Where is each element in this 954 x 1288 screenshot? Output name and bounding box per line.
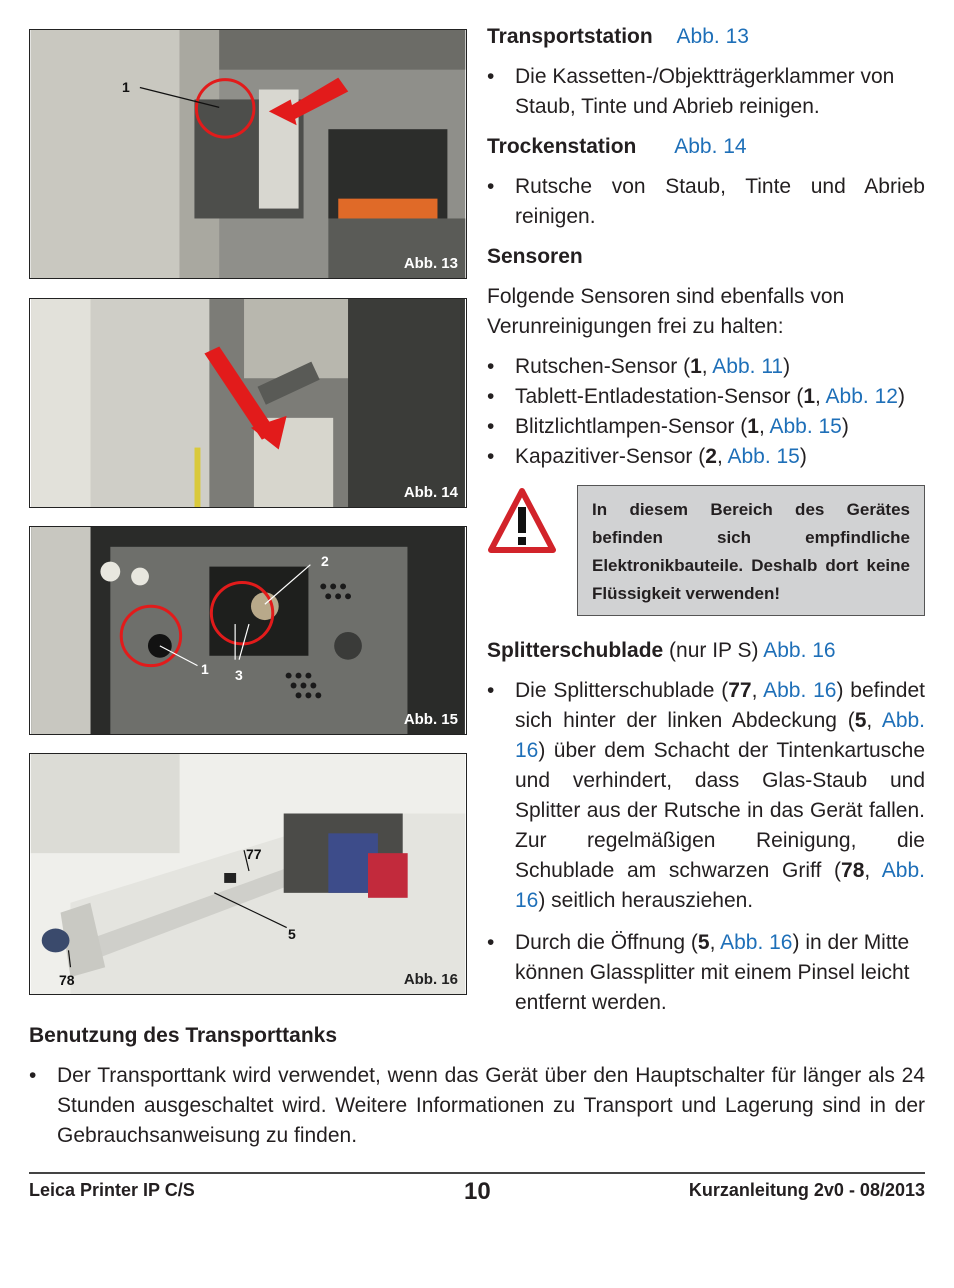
figure-ref-link[interactable]: Abb. 13 bbox=[676, 25, 749, 48]
bullet-transporttank bbox=[29, 1061, 925, 1151]
text: Die Splitterschublade ( bbox=[515, 679, 729, 702]
text: ) in der Mitte können Glassplitter mit einem Pinsel leicht entfernt werden. bbox=[515, 931, 910, 1014]
bullet-text: Rutsche von Staub, Tinte und Abrieb reinigen. bbox=[515, 175, 925, 228]
bullet-text: Die Kassetten-/Objektträgerklammer von Staub, Tinte und Abrieb reinigen. bbox=[515, 65, 895, 118]
callout-78: 78 bbox=[59, 972, 75, 988]
callout-2: 2 bbox=[321, 553, 329, 569]
figure-abb-13 bbox=[29, 29, 467, 279]
page-number: 10 bbox=[464, 1178, 491, 1205]
figure-ref-link[interactable]: Abb. 16 bbox=[515, 859, 925, 912]
bullet-dot: • bbox=[487, 679, 495, 702]
text: , bbox=[758, 415, 770, 438]
sensor-item bbox=[487, 382, 925, 412]
bullet-trocken bbox=[487, 172, 925, 232]
figure-ref-link[interactable]: Abb. 15 bbox=[727, 445, 800, 468]
text: , bbox=[701, 355, 713, 378]
warning-triangle-icon bbox=[487, 487, 557, 555]
figure-ref-link[interactable]: Abb. 15 bbox=[769, 415, 842, 438]
text: ) bbox=[897, 385, 905, 408]
photo-drying-station bbox=[30, 299, 466, 507]
section-title: Transportstation bbox=[487, 25, 653, 48]
number: 2 bbox=[705, 445, 717, 468]
text: ) bbox=[799, 445, 807, 468]
sensor-item bbox=[487, 442, 925, 472]
number: 5 bbox=[697, 931, 710, 954]
heading-splitterschublade bbox=[487, 636, 925, 666]
bullet-text: Der Transporttank wird verwendet, wenn das Gerät über den Hauptschalter für länger als 24 Stunden ausgeschaltet wird. Weitere Informationen zu Transport und Lagerung sind in der Gebrauchsanweisung zu finden. bbox=[57, 1064, 925, 1147]
figure-abb-14 bbox=[29, 298, 467, 508]
bullet-dot: • bbox=[487, 355, 495, 378]
figure-abb-16 bbox=[29, 753, 467, 995]
text: , bbox=[716, 445, 728, 468]
text: , bbox=[751, 679, 764, 702]
text: , bbox=[864, 859, 882, 882]
sensor-item bbox=[487, 412, 925, 442]
heading-transportstation bbox=[487, 22, 925, 52]
figure-label: Abb. 16 bbox=[403, 971, 458, 988]
text: , bbox=[866, 709, 882, 732]
text: Kapazitiver-Sensor ( bbox=[515, 445, 706, 468]
heading-trockenstation bbox=[487, 132, 925, 162]
text: ) befindet sich hinter der linken Abdeckung ( bbox=[515, 679, 926, 732]
figure-label: Abb. 13 bbox=[403, 255, 458, 272]
footer-product: Leica Printer IP C/S bbox=[29, 1180, 195, 1200]
figure-abb-15 bbox=[29, 526, 467, 735]
text: , bbox=[709, 931, 721, 954]
heading-transporttank: Benutzung des Transporttanks bbox=[29, 1024, 338, 1047]
text: ) seitlich herausziehen. bbox=[538, 889, 754, 912]
section-note: (nur IP S) bbox=[663, 639, 764, 662]
bullet-transport bbox=[487, 62, 925, 122]
footer-document: Kurzanleitung 2v0 - 08/2013 bbox=[688, 1180, 925, 1200]
bullet-dot: • bbox=[487, 415, 495, 438]
figure-ref-link[interactable]: Abb. 11 bbox=[712, 355, 784, 378]
bullet-splitter-1 bbox=[487, 676, 925, 916]
photo-splitter-drawer bbox=[30, 754, 466, 994]
text: Tablett-Entladestation-Sensor ( bbox=[515, 385, 804, 408]
callout-3: 3 bbox=[235, 667, 243, 683]
bullet-dot: • bbox=[487, 175, 495, 198]
callout-1: 1 bbox=[201, 661, 209, 677]
number: 78 bbox=[841, 859, 865, 882]
number: 5 bbox=[854, 709, 867, 732]
bullet-dot: • bbox=[487, 65, 495, 88]
number: 1 bbox=[803, 385, 816, 408]
text: Rutschen-Sensor ( bbox=[515, 355, 691, 378]
number: 1 bbox=[690, 355, 702, 378]
callout-77: 77 bbox=[246, 846, 262, 862]
text: Blitzlichtlampen-Sensor ( bbox=[515, 415, 748, 438]
figure-ref-link[interactable]: Abb. 16 bbox=[763, 639, 836, 662]
photo-sensors bbox=[30, 527, 466, 734]
figure-ref-link[interactable]: Abb. 16 bbox=[515, 709, 926, 762]
text: ) bbox=[841, 415, 849, 438]
figure-ref-link[interactable]: Abb. 16 bbox=[763, 679, 837, 702]
sensor-item bbox=[487, 352, 925, 382]
section-title: Splitterschublade bbox=[487, 639, 664, 662]
figure-ref-link[interactable]: Abb. 12 bbox=[825, 385, 898, 408]
bullet-dot: • bbox=[29, 1064, 37, 1087]
figure-label: Abb. 14 bbox=[403, 484, 458, 501]
text: ) bbox=[783, 355, 791, 378]
figure-label: Abb. 15 bbox=[403, 711, 458, 728]
warning-box: In diesem Bereich des Gerätes befinden sich empfindliche Elektronikbauteile. Deshalb dort keine Flüssigkeit verwenden! bbox=[577, 485, 925, 616]
text: , bbox=[815, 385, 826, 408]
number: 1 bbox=[747, 415, 759, 438]
text: Durch die Öffnung ( bbox=[515, 931, 698, 954]
sensoren-intro: Folgende Sensoren sind ebenfalls von Verunreinigungen frei zu halten: bbox=[487, 285, 845, 338]
number: 77 bbox=[728, 679, 752, 702]
bullet-dot: • bbox=[487, 931, 495, 954]
figure-ref-link[interactable]: Abb. 16 bbox=[720, 931, 793, 954]
callout-1: 1 bbox=[122, 79, 130, 95]
text: ) über dem Schacht der Tintenkartusche und verhindert, dass Glas-Staub und Splitter aus der Rutsche in das Gerät fallen. Zur regelmäßigen Reinigung, die Schublade am schwarzen Griff ( bbox=[515, 739, 925, 882]
callout-5: 5 bbox=[288, 926, 296, 942]
section-title: Trockenstation bbox=[487, 135, 637, 158]
bullet-dot: • bbox=[487, 445, 495, 468]
photo-transport-station bbox=[30, 30, 466, 278]
heading-sensoren: Sensoren bbox=[487, 245, 583, 268]
figure-ref-link[interactable]: Abb. 14 bbox=[674, 135, 747, 158]
footer-divider bbox=[29, 1172, 925, 1174]
bullet-dot: • bbox=[487, 385, 495, 408]
bullet-splitter-2 bbox=[487, 928, 925, 1018]
